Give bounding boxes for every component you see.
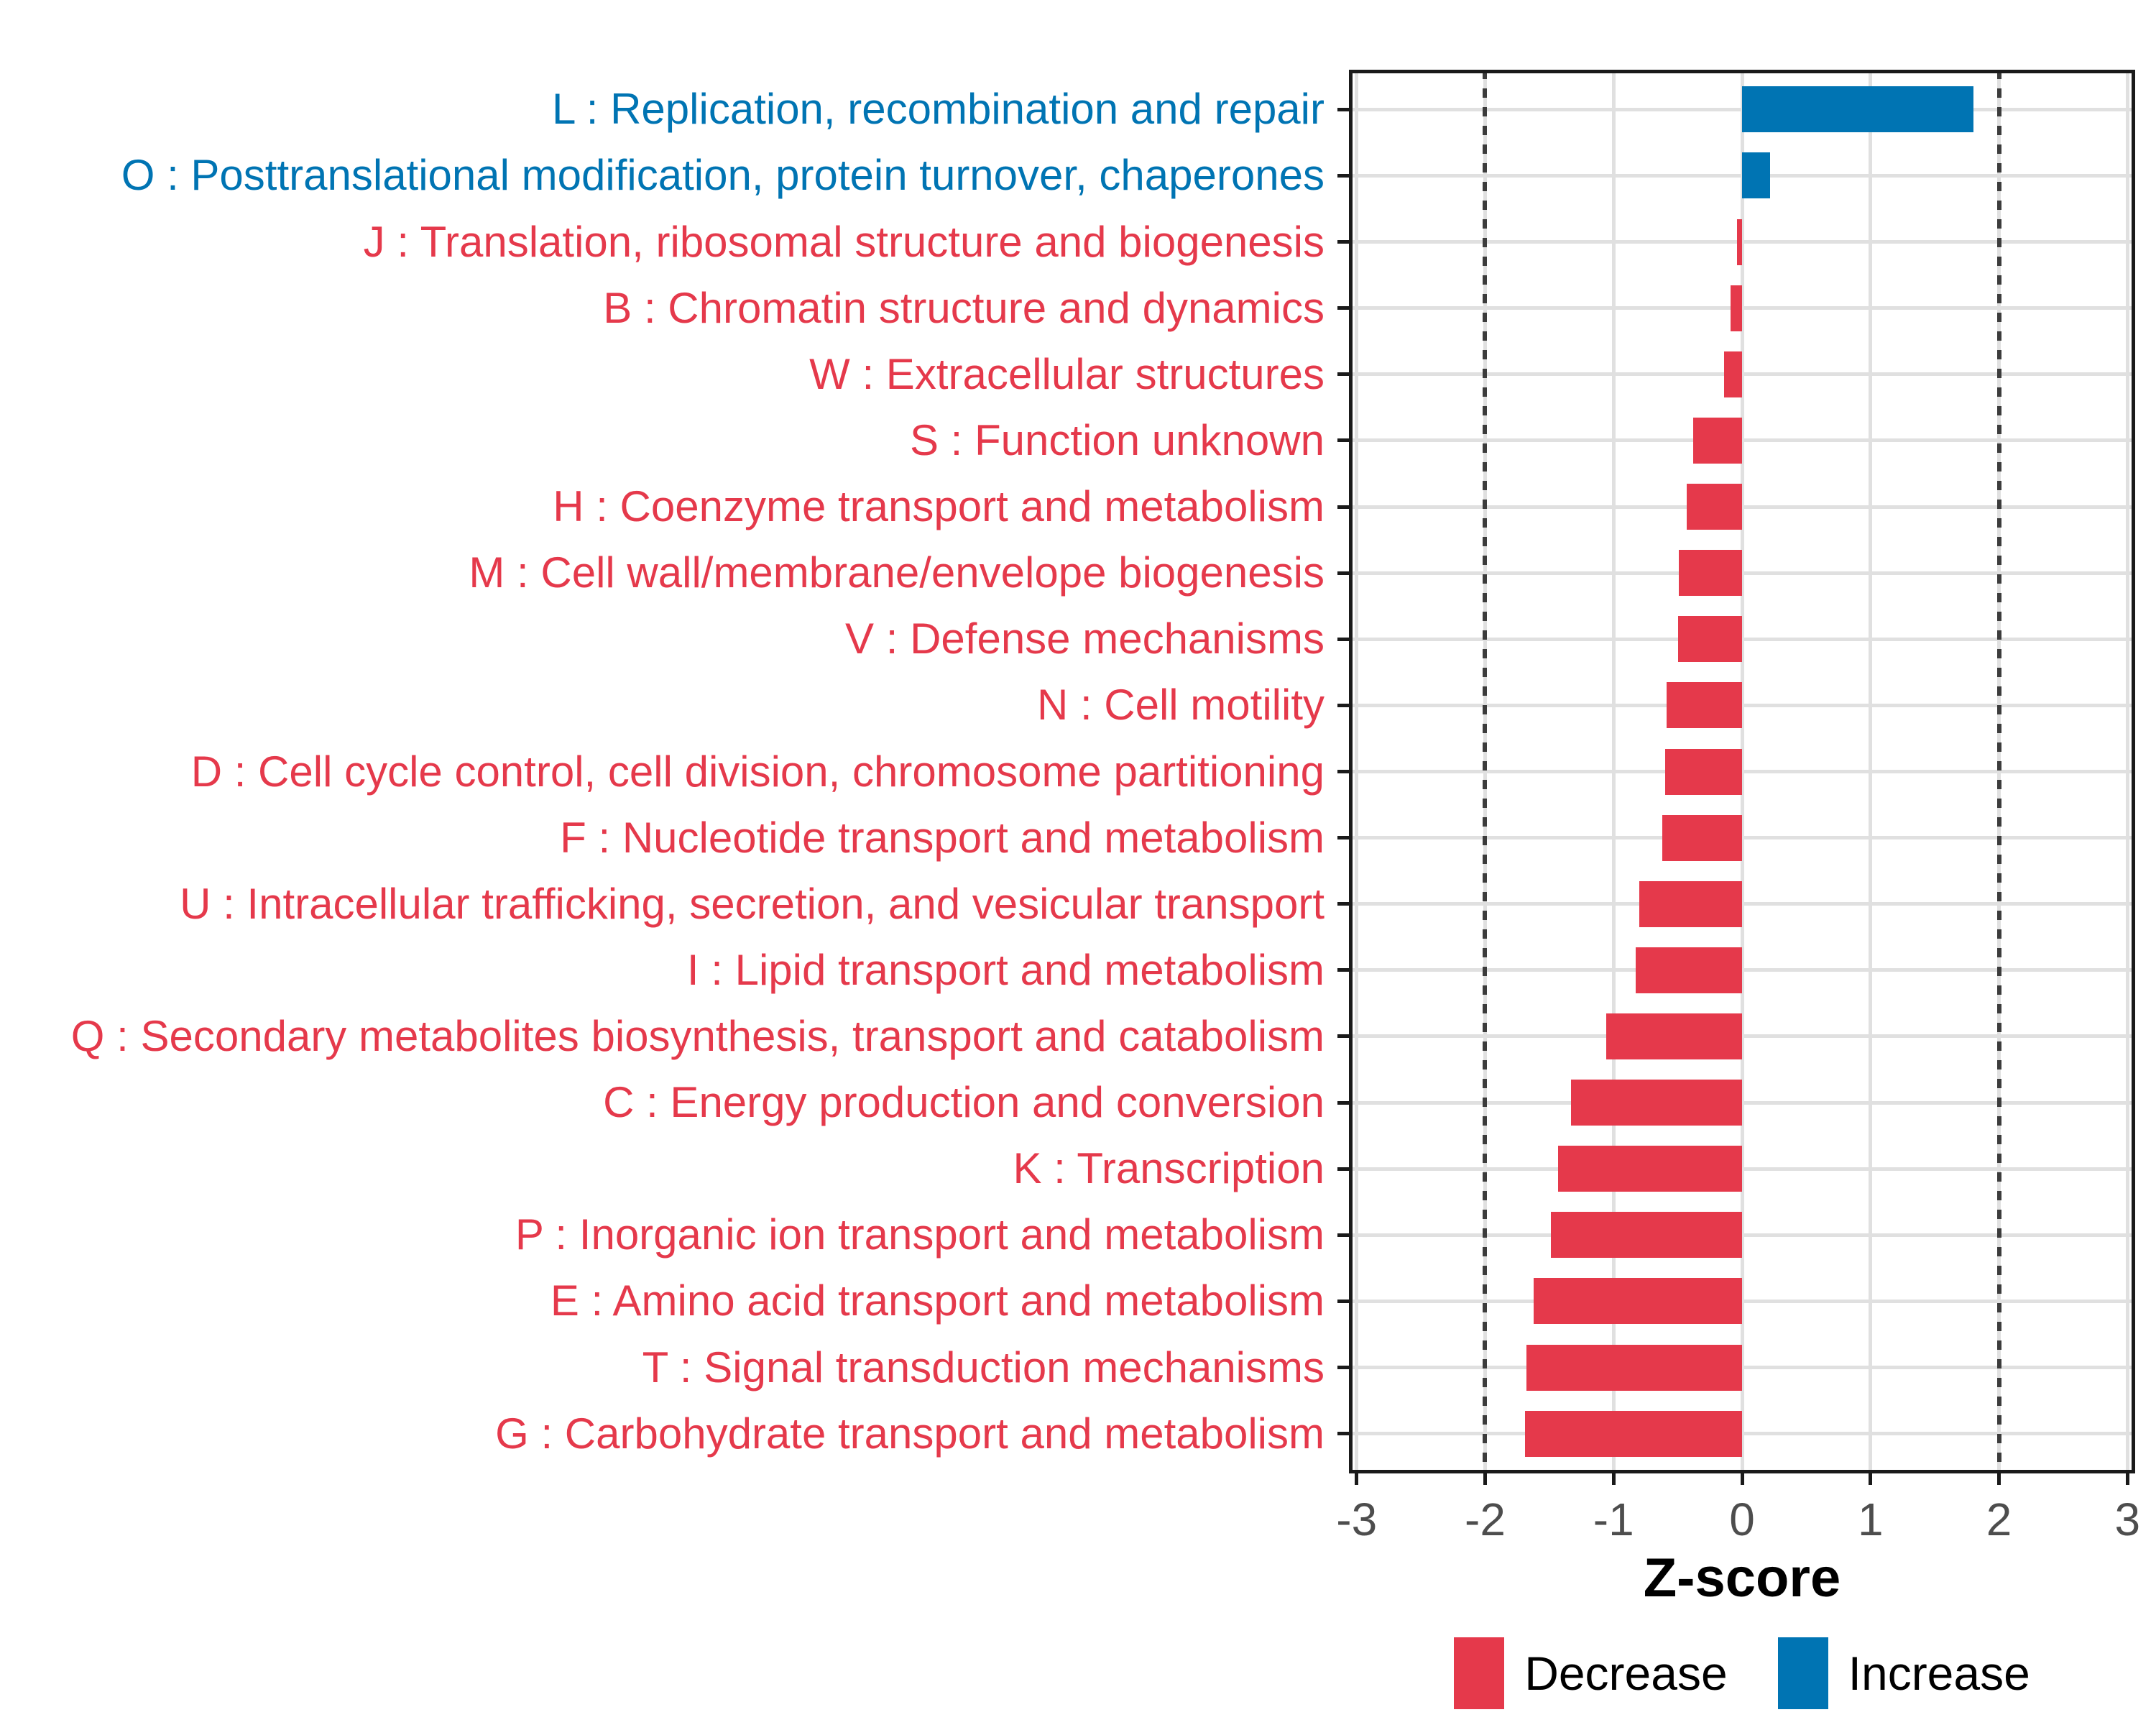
gridline-row-I: [1349, 968, 2135, 972]
xtick-mark-3: [2126, 1473, 2129, 1485]
category-label-F: F : Nucleotide transport and metabolism: [560, 813, 1325, 862]
bar-Q: [1606, 1013, 1742, 1059]
xtick-label-2: 2: [1986, 1494, 2012, 1545]
plot-panel: [1349, 70, 2135, 1473]
ytick-N: [1337, 704, 1349, 707]
ytick-H: [1337, 505, 1349, 509]
ytick-U: [1337, 902, 1349, 906]
bar-L: [1742, 86, 1973, 132]
ytick-M: [1337, 571, 1349, 575]
gridline-row-D: [1349, 770, 2135, 773]
category-label-H: H : Coenzyme transport and metabolism: [553, 482, 1325, 530]
ytick-L: [1337, 108, 1349, 111]
category-label-S: S : Function unknown: [909, 415, 1325, 464]
legend-label-decrease: Decrease: [1524, 1647, 1728, 1700]
category-label-G: G : Carbohydrate transport and metabolism: [495, 1409, 1325, 1458]
gridline-row-W: [1349, 372, 2135, 376]
gridline-row-N: [1349, 704, 2135, 707]
bar-U: [1639, 881, 1742, 927]
ytick-K: [1337, 1167, 1349, 1171]
ytick-P: [1337, 1233, 1349, 1237]
bar-D: [1665, 749, 1742, 795]
category-label-O: O : Posttranslational modification, protein turnover, chaperones: [121, 151, 1325, 200]
category-label-W: W : Extracellular structures: [809, 349, 1325, 398]
category-label-J: J : Translation, ribosomal structure and biogenesis: [363, 217, 1325, 266]
ytick-T: [1337, 1366, 1349, 1369]
ytick-G: [1337, 1432, 1349, 1435]
xtick-mark-2: [1997, 1473, 2001, 1485]
xtick-label-0: 0: [1729, 1494, 1755, 1545]
bar-F: [1662, 815, 1742, 861]
bar-I: [1636, 947, 1742, 993]
category-label-I: I : Lipid transport and metabolism: [686, 945, 1325, 994]
gridline-row-F: [1349, 836, 2135, 840]
category-label-V: V : Defense mechanisms: [845, 615, 1325, 663]
bar-E: [1534, 1278, 1742, 1324]
ytick-Q: [1337, 1034, 1349, 1038]
ytick-S: [1337, 438, 1349, 442]
gridline-row-J: [1349, 240, 2135, 244]
xtick-mark--1: [1612, 1473, 1616, 1485]
x-axis-title: Z-score: [1643, 1547, 1841, 1609]
category-label-U: U : Intracellular trafficking, secretion, and vesicular transport: [180, 879, 1325, 928]
gridline-row-K: [1349, 1167, 2135, 1171]
bar-K: [1558, 1146, 1742, 1192]
gridline-row-M: [1349, 571, 2135, 575]
xtick-label--2: -2: [1465, 1494, 1506, 1545]
xtick-label--3: -3: [1336, 1494, 1378, 1545]
bar-J: [1737, 219, 1742, 265]
gridline-row-H: [1349, 505, 2135, 509]
category-label-N: N : Cell motility: [1036, 681, 1325, 730]
legend: [1349, 1637, 2135, 1709]
bar-P: [1551, 1212, 1742, 1258]
category-label-T: T : Signal transduction mechanisms: [642, 1343, 1325, 1392]
bar-H: [1687, 484, 1742, 530]
xtick-mark--3: [1355, 1473, 1358, 1485]
bar-M: [1679, 550, 1742, 596]
ytick-E: [1337, 1300, 1349, 1303]
gridline-row-E: [1349, 1300, 2135, 1303]
bar-V: [1678, 616, 1742, 662]
ytick-B: [1337, 306, 1349, 310]
category-label-E: E : Amino acid transport and metabolism: [550, 1276, 1325, 1325]
reference-line-2: [1997, 70, 2001, 1473]
category-label-K: K : Transcription: [1013, 1144, 1325, 1193]
gridline-row-P: [1349, 1233, 2135, 1237]
gridline-row-C: [1349, 1101, 2135, 1105]
gridline-row-T: [1349, 1366, 2135, 1369]
ytick-D: [1337, 770, 1349, 773]
xtick-label--1: -1: [1593, 1494, 1634, 1545]
gridline-row-Q: [1349, 1034, 2135, 1038]
gridline-row-G: [1349, 1432, 2135, 1435]
ytick-O: [1337, 174, 1349, 178]
gridline-row-S: [1349, 438, 2135, 442]
ytick-J: [1337, 240, 1349, 244]
legend-item-decrease: [1454, 1637, 1727, 1709]
ytick-W: [1337, 372, 1349, 376]
ytick-V: [1337, 638, 1349, 641]
bar-T: [1526, 1345, 1742, 1391]
bar-G: [1525, 1411, 1742, 1457]
category-label-Q: Q : Secondary metabolites biosynthesis, transport and catabolism: [70, 1011, 1325, 1060]
gridline-row-U: [1349, 902, 2135, 906]
bar-B: [1731, 285, 1742, 331]
category-label-P: P : Inorganic ion transport and metabolism: [515, 1210, 1325, 1259]
bar-W: [1724, 351, 1742, 397]
gridline-row-B: [1349, 306, 2135, 310]
xtick-mark--2: [1483, 1473, 1487, 1485]
xtick-mark-1: [1869, 1473, 1872, 1485]
category-label-C: C : Energy production and conversion: [603, 1078, 1325, 1127]
ytick-C: [1337, 1101, 1349, 1105]
ytick-I: [1337, 968, 1349, 972]
category-label-M: M : Cell wall/membrane/envelope biogenesis: [469, 548, 1325, 597]
gridline-row-V: [1349, 638, 2135, 641]
legend-key-decrease: [1454, 1637, 1504, 1709]
xtick-mark-0: [1741, 1473, 1744, 1485]
category-label-D: D : Cell cycle control, cell division, chromosome partitioning: [190, 747, 1325, 796]
bar-N: [1667, 682, 1742, 728]
reference-line--2: [1483, 70, 1487, 1473]
legend-key-increase: [1778, 1637, 1828, 1709]
bar-O: [1742, 152, 1770, 198]
ytick-F: [1337, 836, 1349, 840]
bar-S: [1693, 418, 1742, 464]
legend-label-increase: Increase: [1848, 1647, 2030, 1700]
legend-item-increase: [1778, 1637, 2030, 1709]
bar-C: [1571, 1080, 1742, 1126]
category-label-B: B : Chromatin structure and dynamics: [603, 283, 1325, 332]
xtick-label-3: 3: [2114, 1494, 2141, 1545]
category-label-L: L : Replication, recombination and repair: [551, 85, 1325, 134]
xtick-label-1: 1: [1857, 1494, 1884, 1545]
